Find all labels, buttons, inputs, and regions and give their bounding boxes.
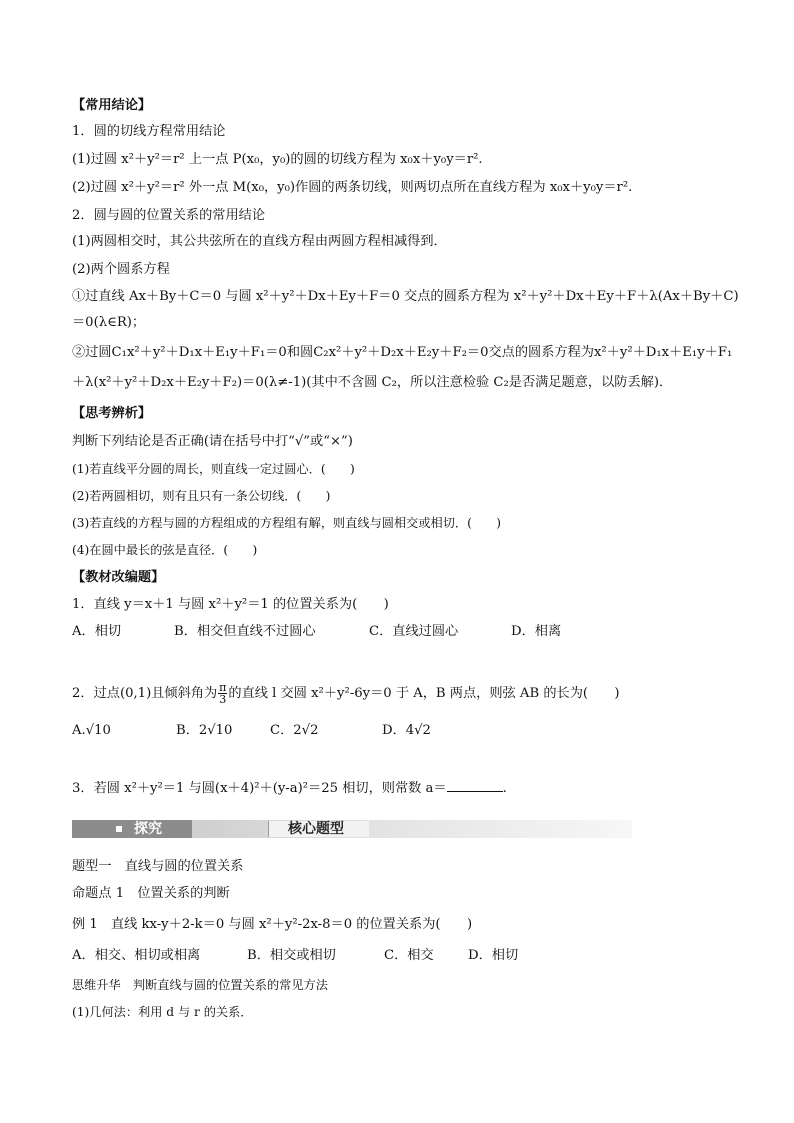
circle-family-2-line1: ②过圆C₁x²＋y²＋D₁x＋E₁y＋F₁＝0和圆C₂x²＋y²＋D₂x＋E₂y＋F₂＝0交点的圆系方程为x²＋y²＋D₁x＋E₁y＋F₁ [72, 345, 733, 360]
question-3-text: 3．若圆 x²＋y²＝1 与圆(x＋4)²＋(y-a)²＝25 相切，则常数 a＝ [72, 781, 447, 796]
fraction-numerator: π [219, 681, 227, 694]
question-2 [72, 682, 620, 705]
question-3-end: . [502, 781, 507, 796]
option-d: D．相切 [468, 948, 519, 963]
option-c: C．直线过圆心 [369, 624, 459, 639]
option-b: B．2√10 [176, 723, 233, 738]
thinking-method-1: (1)几何法：利用 d 与 r 的关系． [72, 1005, 253, 1019]
question-2-suffix: 的直线 l 交圆 x²＋y²-6y＝0 于 A，B 两点，则弦 AB 的长为( ) [228, 686, 620, 701]
question-3 [72, 777, 507, 799]
question-1: 1．直线 y＝x＋1 与圆 x²＋y²＝1 的位置关系为( ) [72, 597, 389, 612]
thinking-heading: 思维升华 判断直线与圆的位置关系的常见方法 [72, 978, 328, 992]
banner-dark-block [72, 820, 192, 838]
item1-a: (1)过圆 x²＋y²＝r² 上一点 P(x₀，y₀)的圆的切线方程为 x₀x＋y₀y＝r². [72, 152, 483, 167]
topic-heading: 命题点 1 位置关系的判断 [72, 886, 230, 901]
type-heading: 题型一 直线与圆的位置关系 [72, 859, 244, 874]
item2-title: 2．圆与圆的位置关系的常用结论 [72, 208, 266, 223]
option-a: A．相切 [72, 624, 122, 639]
circle-family-2-line2: ＋λ(x²＋y²＋D₂x＋E₂y＋F₂)＝0(λ≠-1)(其中不含圆 C₂，所以注意检验 C₂是否满足题意，以防丢解)． [72, 375, 673, 390]
question-1-options [72, 622, 561, 642]
banner-gradient [192, 820, 632, 838]
circle-family-1-line2: ＝0(λ∈R)； [72, 315, 146, 330]
answer-blank[interactable] [447, 777, 503, 792]
fraction-pi-over-3 [218, 682, 227, 705]
item2-b: (2)两个圆系方程 [72, 262, 170, 277]
question-2-prefix: 2．过点(0,1)且倾斜角为 [72, 686, 218, 701]
section-header-think: 【思考辨析】 [72, 406, 152, 421]
item1-b: (2)过圆 x²＋y²＝r² 外一点 M(x₀，y₀)作圆的两条切线，则两切点所在直线方程为 x₀x＋y₀y＝r². [72, 180, 633, 195]
option-d: D．4√2 [382, 723, 431, 738]
example-1-options [72, 946, 518, 966]
question-2-options [72, 721, 431, 741]
circle-family-1-line1: ①过直线 Ax＋By＋C＝0 与圆 x²＋y²＋Dx＋Ey＋F＝0 交点的圆系方程为 x²＋y²＋Dx＋Ey＋F＋λ(Ax＋By＋C) [72, 289, 739, 304]
section-header-textbook: 【教材改编题】 [72, 570, 165, 585]
think-item: (2)若两圆相切，则有且只有一条公切线．( ) [72, 489, 331, 503]
example-1: 例 1 直线 kx-y＋2-k＝0 与圆 x²＋y²-2x-8＝0 的位置关系为( ) [72, 917, 473, 932]
option-d: D．相离 [511, 624, 562, 639]
section-header-common: 【常用结论】 [72, 98, 152, 113]
think-instruction: 判断下列结论是否正确(请在括号中打“√”或“×”) [72, 434, 353, 449]
option-b: B．相交但直线不过圆心 [174, 624, 316, 639]
section-banner [72, 820, 632, 838]
think-item: (3)若直线的方程与圆的方程组成的方程组有解，则直线与圆相交或相切．( ) [72, 516, 501, 530]
banner-title-explore: 探究 [134, 821, 162, 837]
think-item: (4)在圆中最长的弦是直径．( ) [72, 543, 258, 557]
option-c: C．2√2 [270, 723, 319, 738]
banner-square-icon [116, 826, 122, 832]
fraction-denominator: 3 [219, 693, 227, 706]
option-c: C．相交 [384, 948, 434, 963]
item2-a: (1)两圆相交时，其公共弦所在的直线方程由两圆方程相减得到． [72, 234, 447, 249]
option-a: A．相交、相切或相离 [72, 948, 201, 963]
option-a: A.√10 [72, 723, 111, 738]
option-b: B．相交或相切 [247, 948, 336, 963]
item1-title: 1．圆的切线方程常用结论 [72, 124, 226, 139]
banner-title-core: 核心题型 [288, 821, 344, 837]
think-item: (1)若直线平分圆的周长，则直线一定过圆心．( ) [72, 462, 355, 476]
